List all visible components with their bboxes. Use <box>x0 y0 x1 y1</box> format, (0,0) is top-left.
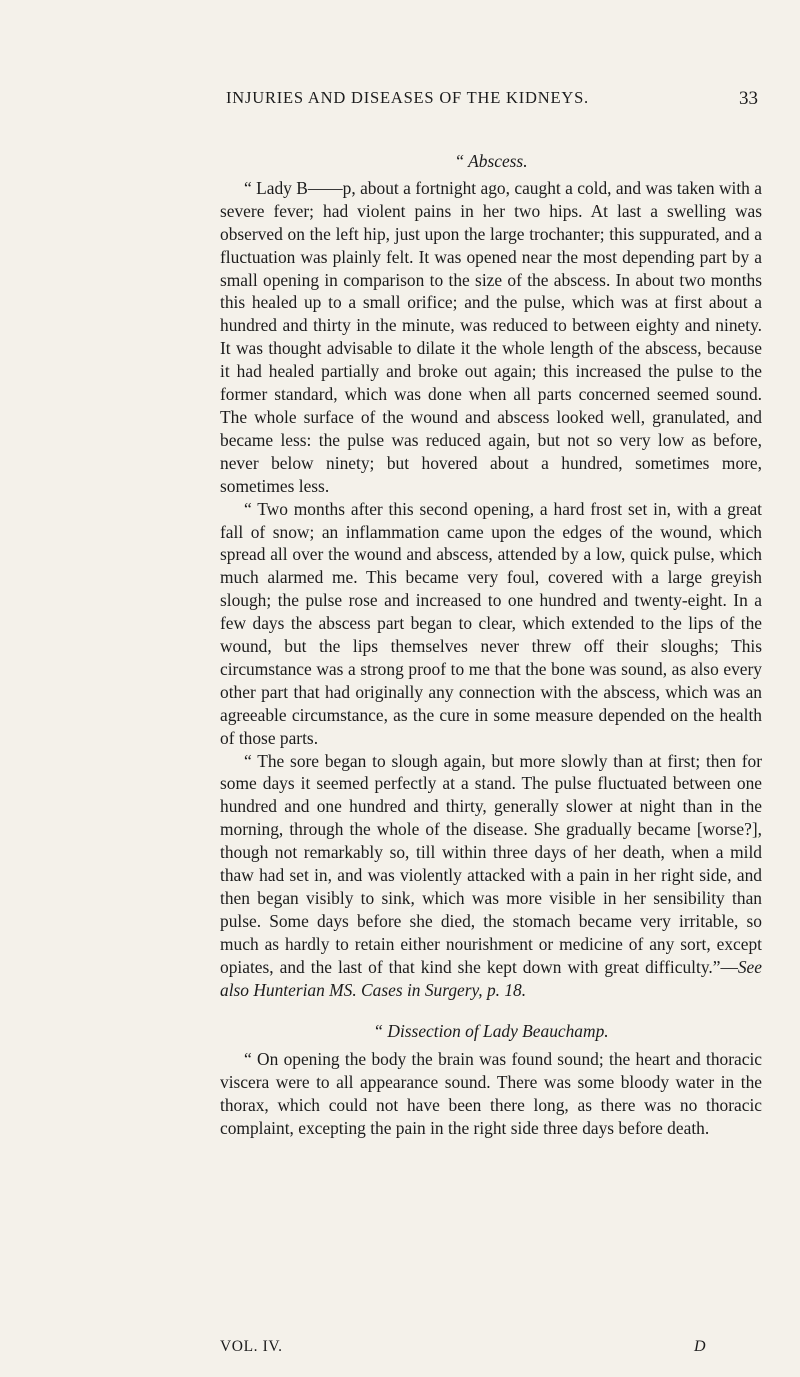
paragraph <box>220 750 762 1002</box>
volume-label: VOL. IV. <box>220 1338 283 1355</box>
paragraph: “ Two months after this second opening, a hard frost set in, with a great fall of snow; an inflammation came upon the edges of the wound, which spread all over the wound and abscess, attended by a low, quick pulse, which much alarmed me. This became very foul, covered with a large greyish slough; the pulse rose and increased to one hundred and twenty-eight. In a few days the abscess part began to clear, which extended to the lips of the wound, but the lips themselves never threw off their sloughs; This circumstance was a strong proof to me that the bone was sound, as also every other part that had originally any connection with the abscess, which was an agreeable circumstance, as the cure in some measure depended on the health of those parts. <box>220 498 762 748</box>
paragraph-text: “ The sore began to slough again, but more slowly than at first; then for some days it seemed perfectly at a stand. The pulse fluctuated between one hundred and one hundred and thirty, generally slower at night than in the morning, through the whole of the disease. She gradually became [worse?], though not remarkably so, till within three days of her death, when a mild thaw had set in, and was violently attacked with a pain in her right side, and then began visibly to sink, which was more visible in her sensibility than pulse. Some days before she died, the stomach became very irritable, so much as hardly to retain either nourishment or medicine of any sort, except opiates, and the last of that kind she kept down with great difficulty.”— <box>220 750 762 977</box>
section-heading-abscess: “ Abscess. <box>454 151 528 171</box>
section-heading-dissection: “ Dissection of Lady Beauchamp. <box>373 1020 609 1041</box>
page-body <box>220 150 762 1140</box>
page-footer <box>220 1338 762 1360</box>
paragraph: “ On opening the body the brain was found sound; the heart and thoracic viscera were to all appearance sound. There was some bloody water in the thorax, which could not have been there long, as there was no thoracic complaint, excepting the pain in the right side three days before death. <box>220 1049 762 1139</box>
page-number: 33 <box>739 88 758 109</box>
running-head <box>226 88 758 112</box>
paragraph: “ Lady B——p, about a fortnight ago, caught a cold, and was taken with a severe fever; had violent pains in her two hips. At last a swelling was observed on the left hip, just upon the large trochanter; this suppurated, and a fluctuation was plainly felt. It was opened near the most depending part by a small opening in comparison to the size of the abscess. In about two months this healed up to a small orifice; and the pulse, which was at first about a hundred and thirty in the minute, was reduced to between eighty and ninety. It was thought advisable to dilate it the whole length of the abscess, because it had healed partially and broke out again; this increased the pulse to the former standard, which was done when all parts concerned seemed sound. The whole surface of the wound and abscess looked well, granulated, and became less: the pulse was reduced again, but not so very low as before, never below ninety; but hovered about a hundred, sometimes more, sometimes less. <box>220 177 762 496</box>
citation: See also Hunterian MS. Cases in Surgery, p. 18. <box>220 956 762 1000</box>
running-head-title: INJURIES AND DISEASES OF THE KIDNEYS. <box>226 88 589 107</box>
signature-mark: D <box>694 1338 707 1355</box>
